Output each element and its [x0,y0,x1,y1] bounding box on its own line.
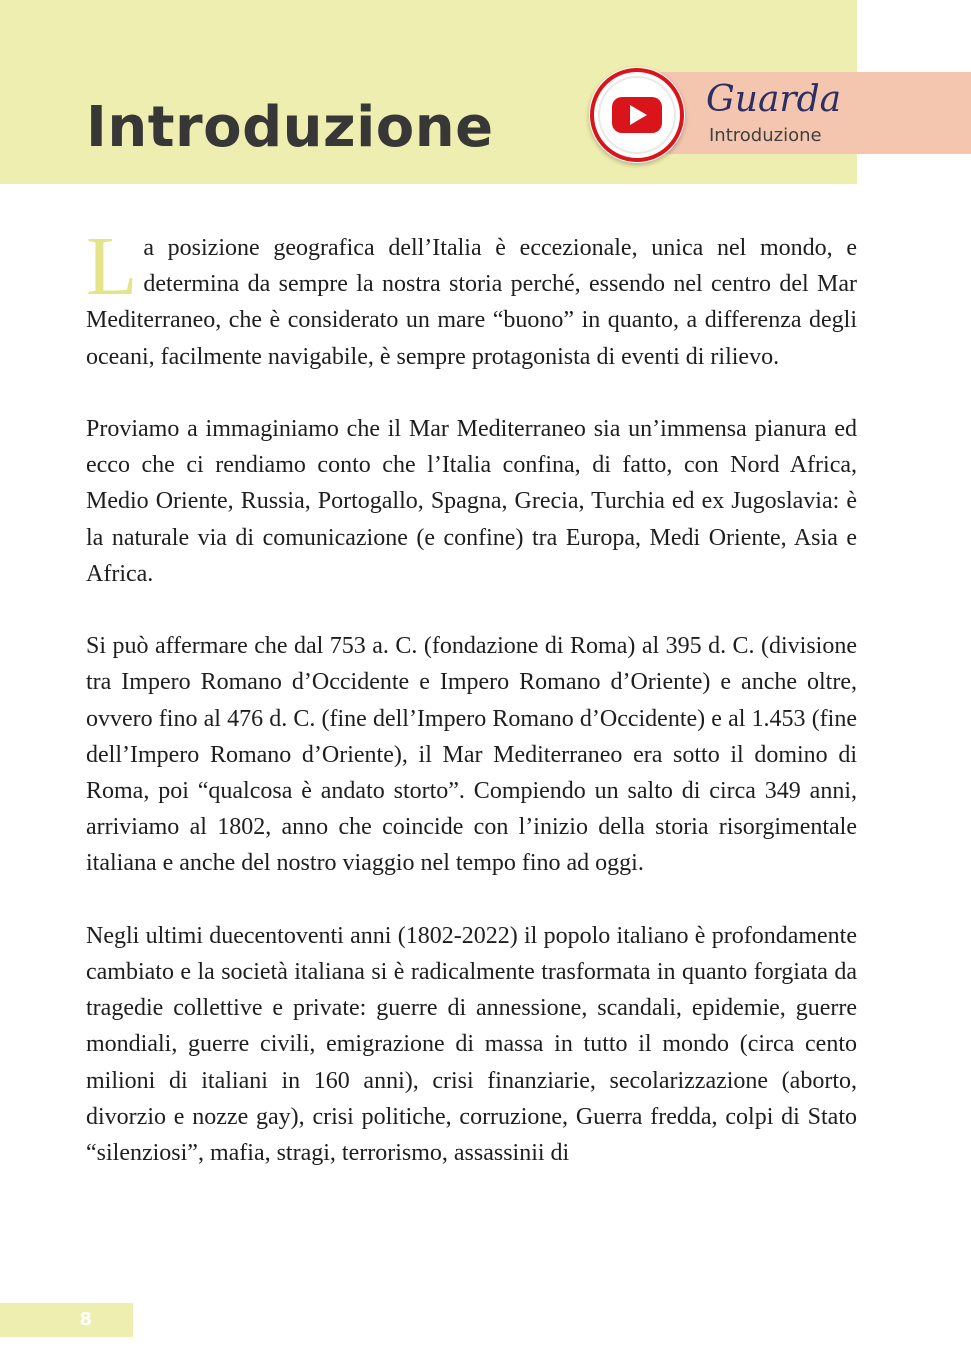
page-title: Introduzione [86,95,494,160]
video-link-label[interactable]: Guarda [706,79,842,120]
drop-cap: L [86,220,138,313]
video-link-sublabel[interactable]: Introduzione [709,125,822,146]
paragraph-3: Si può affermare che dal 753 a. C. (fondazione di Roma) al 395 d. C. (divisione tra Impero Romano d’Occidente e Impero Romano d’Oriente) e anche oltre, ovvero fino al 476 d. C. (fine dell’Impero Romano d’Occidente) e al 1.453 (fine dell’Impero Romano d’Oriente), il Mar Mediterraneo era sotto il domino di Roma, poi “qualcosa è andato storto”. Compiendo un salto di circa 349 anni, arriviamo al 1802, anno che coincide con l’inizio della storia risorgimentale italiana e anche del nostro viaggio nel tempo fino ad oggi. [86,633,857,877]
paragraph-1 [86,220,857,375]
youtube-play-icon [589,67,685,163]
article-body [86,220,857,1207]
youtube-play-button[interactable] [589,67,685,163]
page-number-box [0,1303,133,1337]
paragraph-4: Negli ultimi duecentoventi anni (1802-2022) il popolo italiano è profondamente cambiato e la società italiana si è radicalmente trasformata in quanto forgiata da tragedie collettive e private: guerre di annessione, scandali, epidemie, guerre mondiali, guerre civili, emigrazione di massa in tutto il mondo (circa cento milioni di italiani in 160 anni), crisi finanziarie, secolarizzazione (aborto, divorzio e nozze gay), crisi politiche, corruzione, Guerra fredda, colpi di Stato “silenziosi”, mafia, stragi, terrorismo, assassinii di [86,922,857,1167]
page-number: 8 [79,1309,92,1330]
paragraph-2: Proviamo a immaginiamo che il Mar Mediterraneo sia un’immensa pianura ed ecco che ci rendiamo conto che l’Italia confina, di fatto, con Nord Africa, Medio Oriente, Russia, Portogallo, Spagna, Grecia, Turchia ed ex Jugoslavia: è la naturale via di comunicazione (e confine) tra Europa, Medi Oriente, Asia e Africa. [86,416,857,587]
paragraph-1-text: a posizione geografica dell’Italia è eccezionale, unica nel mondo, e determina da sempre la nostra storia perché, essendo nel centro del Mar Mediterraneo, che è considerato un mare “buono” in quanto, a differenza degli oceani, facilmente navigabile, è sempre protagonista di eventi di rilievo. [86,235,857,370]
